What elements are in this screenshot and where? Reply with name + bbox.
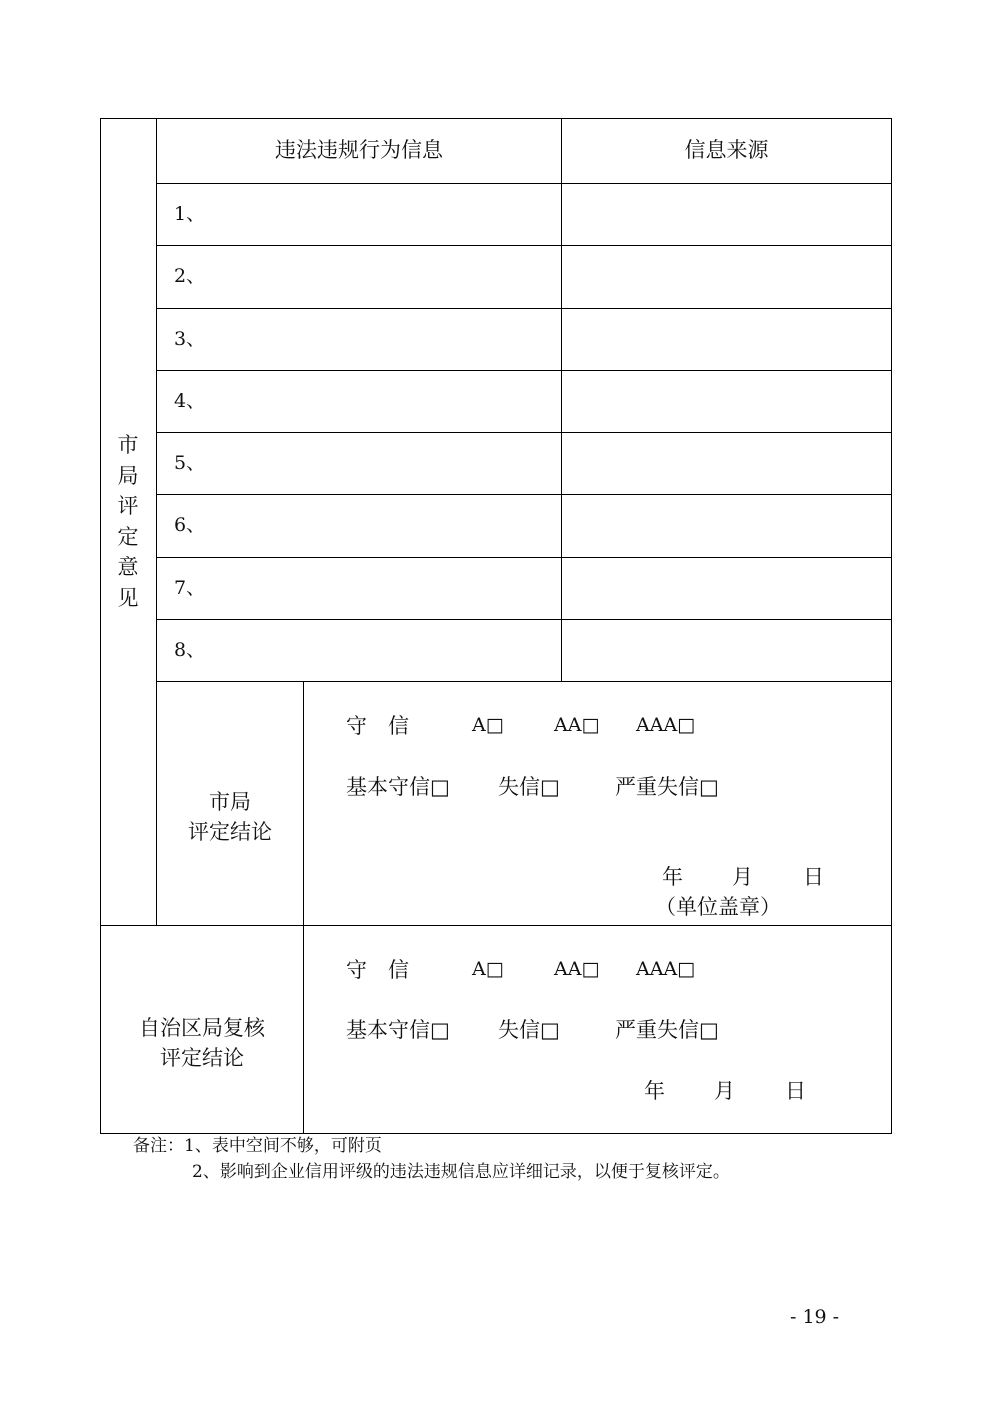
date-month: 月: [714, 1079, 735, 1103]
option-aa-checkbox[interactable]: AA□: [554, 714, 600, 736]
row-number: 4、: [174, 390, 206, 412]
option-a-checkbox[interactable]: A□: [472, 958, 504, 980]
row-divider: [156, 370, 892, 371]
option-a-checkbox[interactable]: A□: [472, 714, 504, 736]
row-divider: [156, 557, 892, 558]
row-divider: [156, 619, 892, 620]
row-number: 6、: [174, 514, 206, 536]
option-aaa-checkbox[interactable]: AAA□: [636, 958, 696, 980]
date-month: 月: [732, 865, 753, 889]
seal-note: （单位盖章）: [655, 895, 781, 919]
row-number: 8、: [174, 639, 206, 661]
row-divider: [156, 681, 892, 682]
table-border-top: [100, 118, 892, 119]
row-number: 2、: [174, 265, 206, 287]
option-aaa-checkbox[interactable]: AAA□: [636, 714, 696, 736]
date-day: 日: [785, 1079, 806, 1103]
option-aa-checkbox[interactable]: AA□: [554, 958, 600, 980]
table-border-bottom: [100, 1133, 892, 1134]
row-divider: [156, 183, 892, 184]
region-conclusion-label-line1: 自治区局复核: [139, 1016, 265, 1040]
option-serious-untrust-checkbox[interactable]: 严重失信□: [615, 775, 719, 799]
option-basic-trust-checkbox[interactable]: 基本守信□: [346, 775, 450, 799]
row-divider: [156, 432, 892, 433]
date-year: 年: [662, 865, 683, 889]
row-number: 7、: [174, 577, 206, 599]
note-line-2: 2、影响到企业信用评级的违法违规信息应详细记录，以便于复核评定。: [192, 1162, 730, 1182]
section-label-city-opinion: 市 局 评 定 意 见: [117, 433, 139, 610]
note-line-1: 备注：1、表中空间不够，可附页: [133, 1136, 382, 1156]
row-number: 3、: [174, 328, 206, 350]
option-serious-untrust-checkbox[interactable]: 严重失信□: [615, 1018, 719, 1042]
table-border-right: [891, 118, 892, 1134]
trust-label: 守 信: [346, 714, 409, 738]
option-untrust-checkbox[interactable]: 失信□: [498, 1018, 560, 1042]
page-number: - 19 -: [790, 1306, 840, 1328]
date-day: 日: [803, 865, 824, 889]
row-number: 5、: [174, 452, 206, 474]
row-divider: [156, 494, 892, 495]
header-violation-info: 违法违规行为信息: [275, 138, 443, 162]
date-year: 年: [644, 1079, 665, 1103]
city-conclusion-label-line2: 评定结论: [188, 820, 272, 844]
table-border-left: [100, 118, 101, 1134]
option-basic-trust-checkbox[interactable]: 基本守信□: [346, 1018, 450, 1042]
row-number: 1、: [174, 203, 206, 225]
conclusion-label-divider: [303, 682, 304, 1134]
city-conclusion-label-line1: 市局: [209, 790, 251, 814]
section-divider: [100, 925, 892, 926]
source-column-divider: [561, 118, 562, 682]
region-conclusion-label-line2: 评定结论: [160, 1046, 244, 1070]
option-untrust-checkbox[interactable]: 失信□: [498, 775, 560, 799]
trust-label: 守 信: [346, 958, 409, 982]
row-divider: [156, 245, 892, 246]
row-divider: [156, 308, 892, 309]
header-info-source: 信息来源: [684, 138, 769, 162]
